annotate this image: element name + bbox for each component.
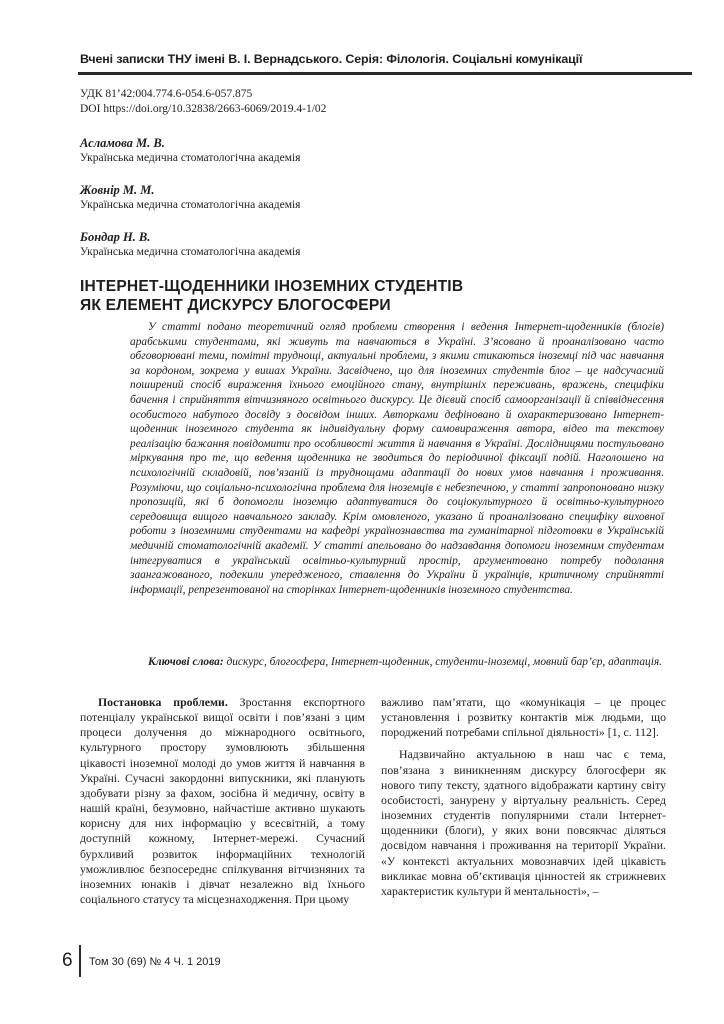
title-line: ЯК ЕЛЕМЕНТ ДИСКУРСУ БЛОГОСФЕРИ <box>80 297 391 314</box>
author-name: Жовнір М. М. <box>80 183 155 197</box>
article-meta <box>80 87 326 117</box>
author-block <box>80 183 300 213</box>
paragraph: Надзвичайно актуальною в наш час є тема, пов’язана з виникненням дискурсу блогосфери як нового типу тексту, здатного відображати картину світу особистості, занурену у віртуальну реальність. Серед іноземних студентів популярними стали Інтернет-щоденники (блоги), у яких вони повсякчас діляться досвідом навчання і проживання на території України. «У контексті актуальних мовознавчих ідей цікавість викликає мовна об’єктивація цінностей як стрижневих характеристик культури й ментальності», – <box>381 747 666 898</box>
keywords-text: дискурс, блогосфера, Інтернет-щоденник, студенти-іноземці, мовний бар’єр, адаптація. <box>226 656 663 668</box>
keywords <box>130 655 664 670</box>
author-affiliation: Українська медична стоматологічна академія <box>80 246 301 258</box>
paragraph <box>80 695 365 907</box>
udk-code: УДК 81’42:004.774.6-054.6-057.875 <box>80 88 253 100</box>
page-number: 6 <box>62 950 73 971</box>
author-block <box>80 230 300 260</box>
header-rule <box>78 72 692 75</box>
section-heading: Постановка проблеми. <box>98 695 228 709</box>
paragraph-text: Зростання експортного потенціалу української вищої освіти і пов’язані з цим процеси долучення до міжнародного освітнього, культурного простору зумовлюють збільшення цікавості іноземної молоді до умов життя й навчання в Україні. Сучасні закордонні випускники, які планують здобувати різну за фахом, зосібна й медичну, освіту в нашій країні, безумовно, найчастіше активно шукають корисну для них інформацію у всесвітній, а тому доступній кожному, Інтернет-мережі. Сучасний бурхливий розвиток інформаційних технологій уможливлює безпосереднє спілкування вітчизняних та іноземних юнаків і дівчат незалежно від їхнього соціального статусу та місцезнаходження. При цьому <box>80 695 366 907</box>
keywords-label: Ключові слова: <box>148 656 224 668</box>
footer-divider <box>79 945 81 977</box>
title-line: ІНТЕРНЕТ-ЩОДЕННИКИ ІНОЗЕМНИХ СТУДЕНТІВ <box>80 278 464 295</box>
issue-info: Том 30 (69) № 4 Ч. 1 2019 <box>89 956 221 968</box>
doi-link[interactable]: DOI https://doi.org/10.32838/2663-6069/2019.4-1/02 <box>80 103 327 115</box>
author-name: Бондар Н. В. <box>80 230 151 244</box>
paragraph: важливо пам’ятати, що «комунікація – це процес установлення і розвитку контактів між людьми, що породжений потребами спільної діяльності» [1, с. 112]. <box>381 695 666 740</box>
author-name: Асламова М. В. <box>80 136 165 150</box>
journal-header: Вчені записки ТНУ імені В. І. Вернадського. Серія: Філологія. Соціальні комунікації <box>80 52 583 66</box>
body-column-right <box>381 695 666 899</box>
article-title <box>80 277 463 315</box>
author-affiliation: Українська медична стоматологічна академія <box>80 199 301 211</box>
author-block <box>80 136 300 166</box>
author-affiliation: Українська медична стоматологічна академія <box>80 152 301 164</box>
abstract-text: У статті подано теоретичний огляд проблеми створення і ведення Інтернет-щоденників (блогів) арабськими студентами, які живуть та навчаються в Україні. З’ясовано й проаналізовано часто обговорювані теми, помітні труднощі, актуальні проблеми, з якими стикаються іноземці під час навчання за кордоном, зокрема у вишах України. Засвідчено, що для іноземних студентів блог – це надсучасний поширений спосіб вираження їхнього емоційного стану, внутрішніх переживань, вражень, специфіки бачення і сприйняття вітчизняного освітнього дискурсу. Це дієвий спосіб самоорганізації й співвіднесення особистого набутого досвіду з досвідом інших. Авторками дефіновано й охарактеризовано Інтернет-щоденник іноземного студента як індивідуальну форму самовираження автора, відео та текстову реалізацію бажання повідомити про особливості життя й навчання в Україні. Дослідницями постульовано міркування про те, що ведення щоденника не зводиться до періодичної фіксації подій. Наголошено на психологічній складовій, пов’язаній із труднощами адаптації до нових умов навчання і проживання. Розуміючи, що соціально-психологічна проблема для іноземців є небезпечною, у статті запропоновано низку пропозицій, які б допомогли іноземцю адаптуватися до соціокультурного й освітньо-культурного середовища вищого навчального закладу. Крім омовленого, указано й проаналізовано специфіку виховної роботи з іноземними студентами на кафедрі українознавства та гуманітарної підготовки в Українській медичній стоматологічній академії. У статті апельовано до надзавдання допомоги іноземним студентам інтегруватися в український освітньо-культурний простір, аргументовано потребу подолання заангажованого, подекили упередженого, ставлення до України й українців, критичному сприйнятті інформації, репрезентованої на сторінках Інтернет-щоденників іноземного студентства. <box>130 321 664 596</box>
body-column-left <box>80 695 365 907</box>
